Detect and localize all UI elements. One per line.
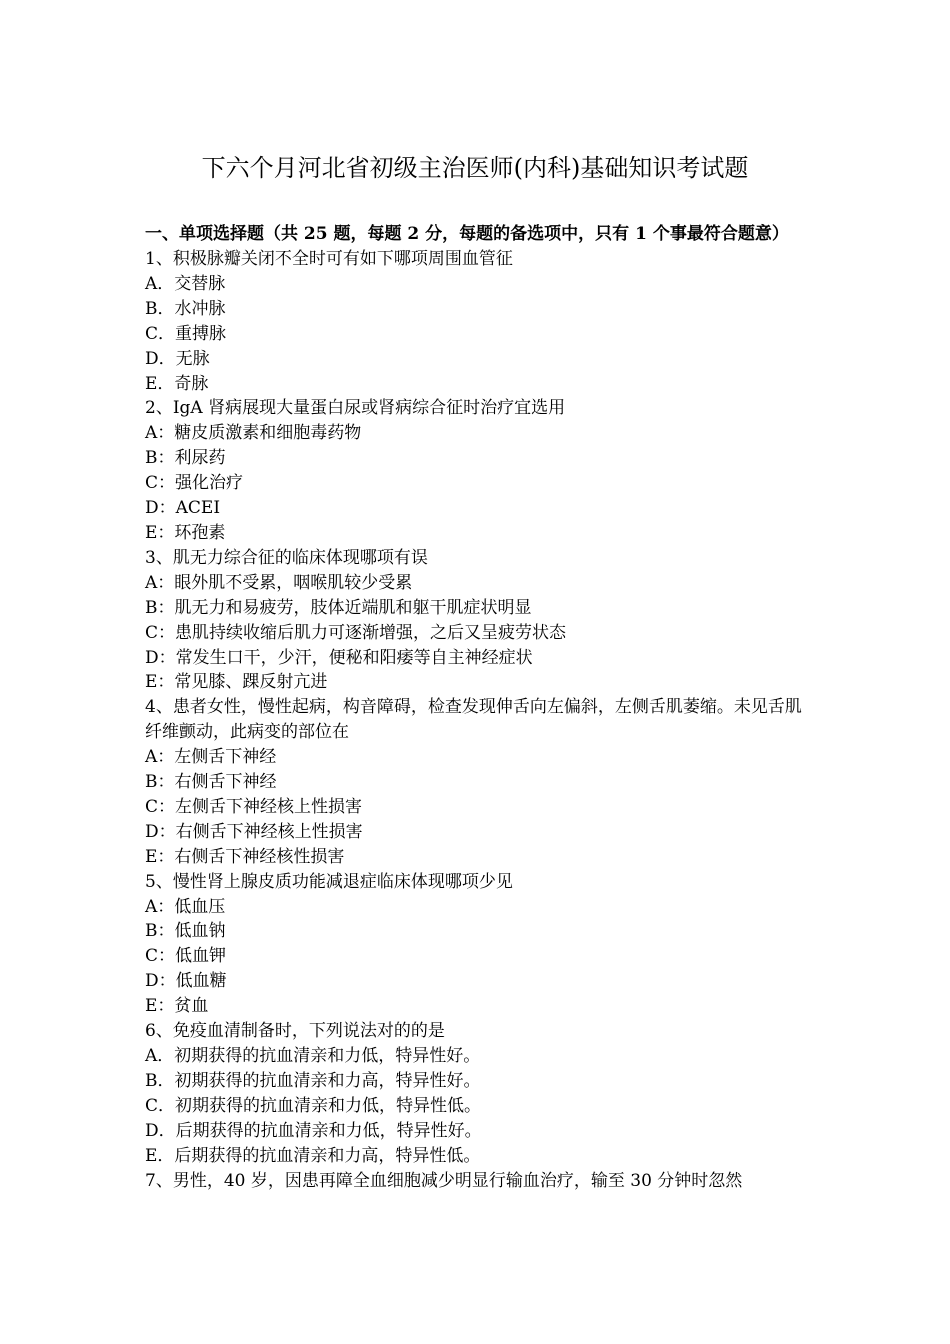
option-a: A．交替脉: [145, 273, 226, 294]
question-stem: 6、免疫血清制备时，下列说法对的的是: [145, 1021, 445, 1042]
question-stem: 4、患者女性，慢性起病，构音障碍，检查发现伸舌向左偏斜，左侧舌肌萎缩。未见舌肌纤维颤动，此病变的部位在: [145, 697, 802, 743]
question-stem: 2、IgA 肾病展现大量蛋白尿或肾病综合征时治疗宜选用: [145, 398, 566, 419]
option-b: B．水冲脉: [145, 298, 226, 319]
option-c: C．重搏脉: [145, 323, 227, 344]
option-d: D．无脉: [145, 348, 210, 369]
option-a: A：糖皮质激素和细胞毒药物: [145, 423, 362, 444]
option-e: E：右侧舌下神经核性损害: [145, 846, 345, 867]
option-d: D：ACEI: [145, 498, 221, 519]
question-2: [145, 396, 810, 545]
option-d: D：常发生口干，少汗，便秘和阳痿等自主神经症状: [145, 647, 533, 668]
question-stem: 1、积极脉瓣关闭不全时可有如下哪项周围血管征: [145, 249, 513, 269]
option-c: C：左侧舌下神经核上性损害: [145, 796, 363, 817]
option-d: D．后期获得的抗血清亲和力低，特异性好。: [145, 1120, 482, 1141]
question-stem: 7、男性，40 岁，因患再障全血细胞减少明显行输血治疗，输至 30 分钟时忽然: [145, 1170, 743, 1191]
option-c: C：患肌持续收缩后肌力可逐渐增强，之后又呈疲劳状态: [145, 622, 567, 643]
question-3: [145, 546, 810, 695]
option-e: E：贫血: [145, 996, 209, 1017]
document-title: 下六个月河北省初级主治医师(内科)基础知识考试题: [201, 154, 749, 182]
option-e: E．奇脉: [145, 373, 209, 394]
option-b: B：右侧舌下神经: [145, 772, 277, 793]
question-6: [145, 1019, 810, 1168]
option-c: C：强化治疗: [145, 473, 244, 494]
option-a: A：眼外肌不受累，咽喉肌较少受累: [145, 572, 413, 593]
question-stem: 3、肌无力综合征的临床体现哪项有误: [145, 547, 428, 568]
section-heading: 一、单项选择题（共 25 题，每题 2 分，每题的备选项中，只有 1 个事最符合题意）: [145, 224, 789, 244]
option-b: B：肌无力和易疲劳，肢体近端肌和躯干肌症状明显: [145, 597, 532, 618]
option-c: C：低血钾: [145, 946, 227, 967]
option-c: C．初期获得的抗血清亲和力低，特异性低。: [145, 1095, 482, 1116]
question-1: [145, 247, 810, 396]
document-body: [145, 222, 810, 1193]
option-a: A：低血压: [145, 896, 226, 917]
question-4: [145, 695, 810, 869]
option-d: D：低血糖: [145, 971, 227, 992]
option-e: E：常见膝、踝反射亢进: [145, 672, 328, 693]
option-a: A：左侧舌下神经: [145, 747, 277, 768]
option-a: A．初期获得的抗血清亲和力低，特异性好。: [145, 1046, 481, 1066]
option-b: B：低血钠: [145, 921, 226, 942]
question-5: [145, 870, 810, 1019]
option-d: D：右侧舌下神经核上性损害: [145, 821, 363, 842]
option-b: B：利尿药: [145, 448, 226, 469]
question-stem: 5、慢性肾上腺皮质功能减退症临床体现哪项少见: [145, 871, 513, 892]
option-e: E．后期获得的抗血清亲和力高，特异性低。: [145, 1145, 481, 1166]
option-e: E：环孢素: [145, 522, 226, 543]
option-b: B．初期获得的抗血清亲和力高，特异性好。: [145, 1070, 481, 1091]
question-7: [145, 1169, 810, 1194]
